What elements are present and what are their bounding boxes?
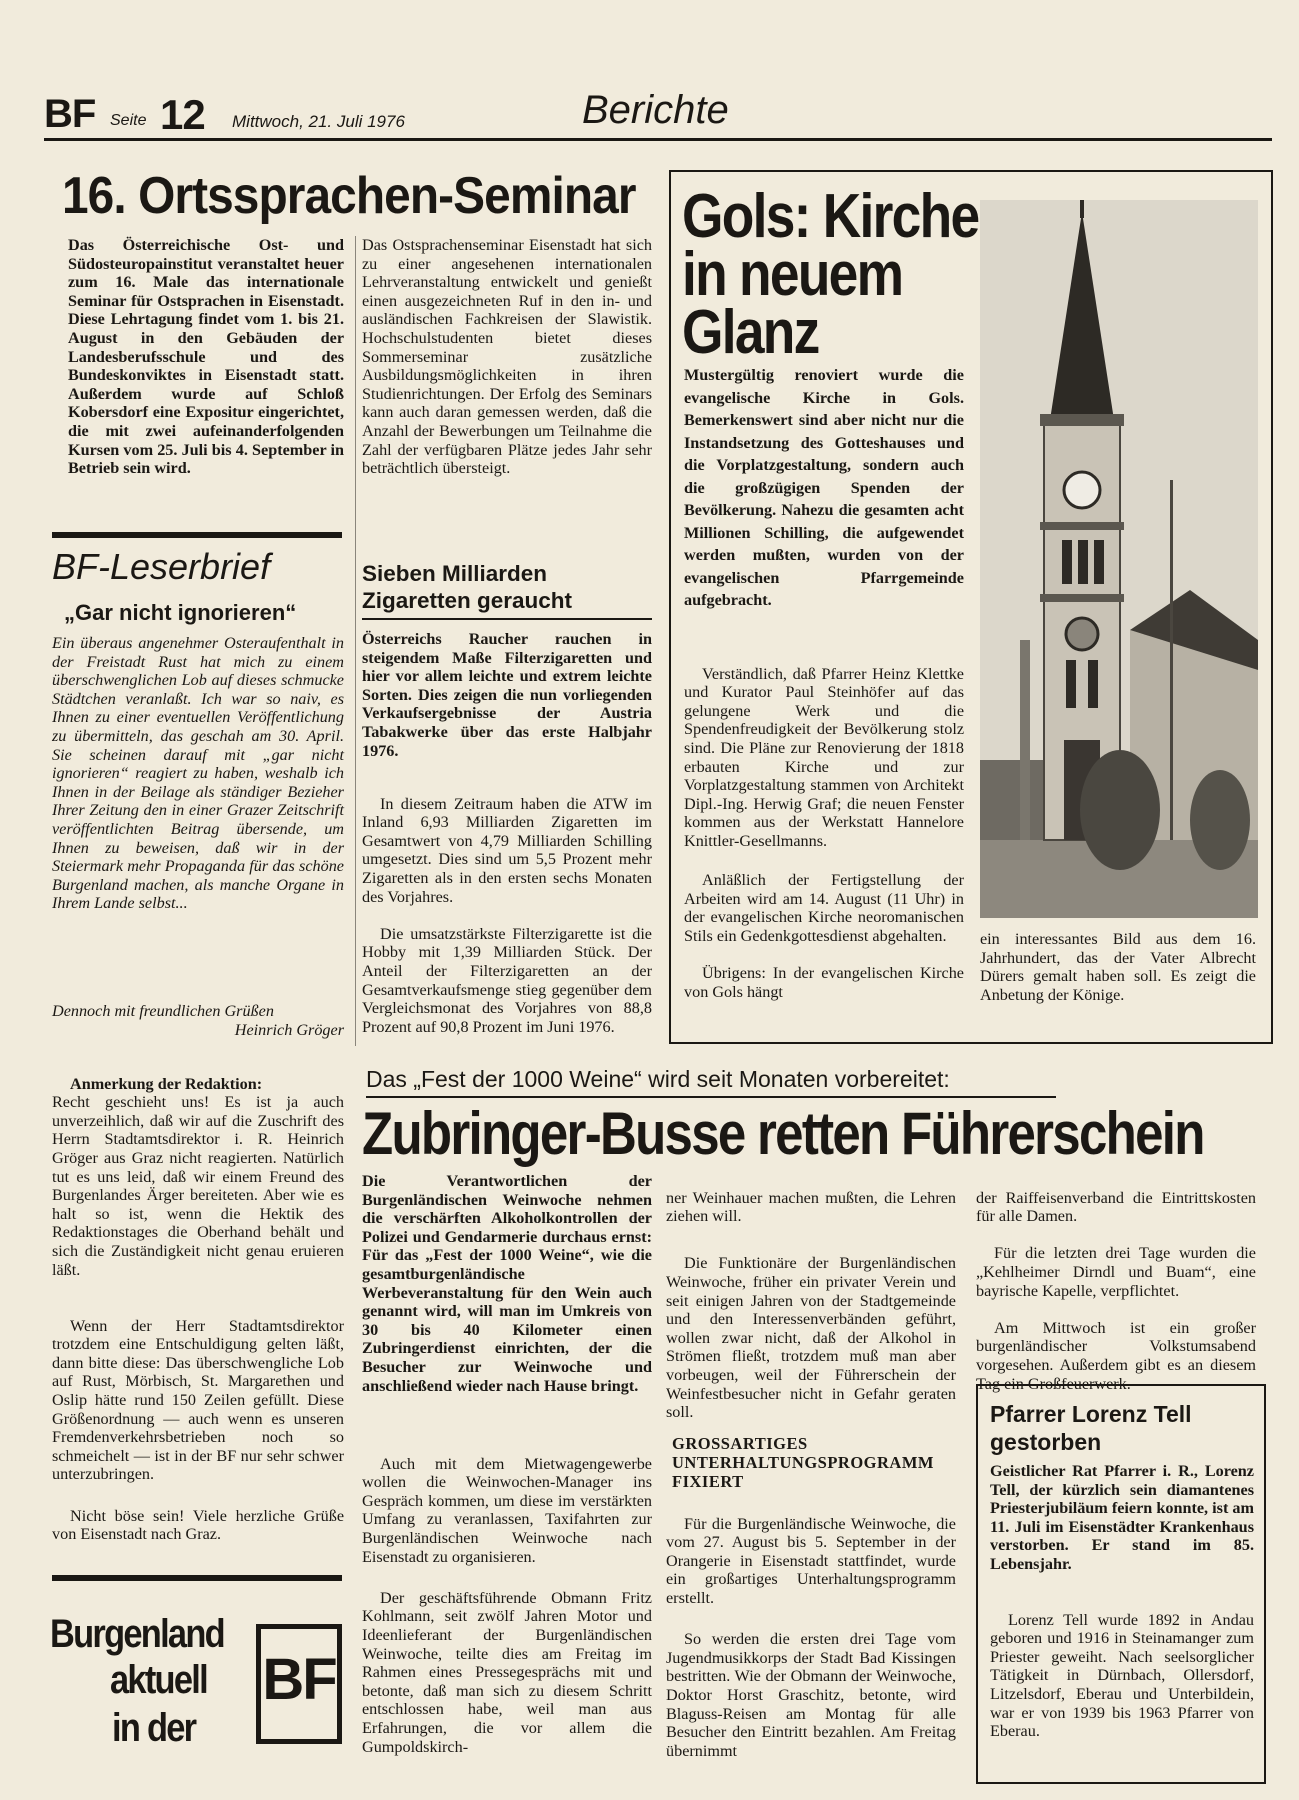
promo-logo: BF: [262, 1647, 336, 1712]
gols-body: [684, 646, 964, 1020]
gols-headline-l1: Gols: Kirche: [682, 182, 979, 251]
masthead-logo: BF: [44, 92, 96, 136]
church-illustration: [980, 200, 1258, 918]
tell-lead: Geistlicher Rat Pfarrer i. R., Lorenz Tell, der kürzlich sein diamantenes Priesterjubiläum feiern konnte, ist am 11. Juli im Eisenstädter Krankenhaus verstorben. Er stand im 85. Lebensjahr.: [990, 1462, 1254, 1573]
leserbrief-closing: Dennoch mit freundlichen Grüßen: [52, 1002, 274, 1020]
tell-headline: Pfarrer Lorenz Tell gestorben: [990, 1401, 1192, 1455]
editor-note-p1: Recht geschieht uns! Es ist ja auch unverzeihlich, daß wir auf die Zuschrift des Herrn Stadtamtsdirektor i. R. Heinrich Gröger aus Graz nicht reagierten. Natürlich tut es uns leid, daß wir einem Freund des Burgenlandes Ärger bereiteten. Aber wie es halt so ist, wenn die Hektik des Redaktionstages die Oberhand behält und sich die Zuständigkeit nicht genau eruieren läßt.: [52, 1093, 344, 1279]
weine-headline: Zubringer-Busse retten Führerschein: [362, 1100, 1204, 1167]
weine-lead: Die Verantwortlichen der Burgenländischen Weinwoche nehmen die verschärften Alkoholkontrollen der Polizei und Gendarmerie durchaus ernst: Für das „Fest der 1000 Weine“, wie die gesamtburgenländische Werbeveranstaltung für den Wein auch genannt wird, will man im Umkreis von 30 bis 40 Kilometer einen Zubringerdienst einrichten, der die Besucher zur Weinwoche und anschließend wieder nach Hause bringt.: [362, 1172, 652, 1395]
tell-body: [990, 1592, 1254, 1759]
weine-c2-p2: Die Funktionäre der Burgenländischen Weinwoche, früher ein privater Verein und seit einigen Jahren von der Stadtgemeinde und den Interessenverbänden geführt, wollen zwar nicht, daß der Alkohol in Strömen fließt, trotzdem muß man aber vorbeugen, weil der Führerschein der Weinfestbesucher nicht in Gefahr geraten soll.: [666, 1254, 956, 1422]
promo-rule-top: [52, 1575, 342, 1581]
promo-line1: Burgenland: [50, 1612, 224, 1656]
editor-note-cont: [52, 1298, 344, 1562]
editor-note-p3: Nicht böse sein! Viele herzliche Grüße von Eisenstadt nach Graz.: [52, 1506, 344, 1544]
weine-c2-p3: Für die Burgenländische Weinwoche, die vom 27. August bis 5. September in der Orangerie in Eisenstadt stattfindet, wurde ein großartiges Unterhaltungsprogramm erstellt.: [666, 1514, 956, 1607]
zigaretten-lead: Österreichs Raucher rauchen in steigendem Maße Filterzigaretten und hier vor allem leichte und extrem leichte Sorten. Dies zeigen die nun vorliegenden Verkaufsergebnisse der Austria Tabakwerke über das erste Halbjahr 1976.: [362, 630, 652, 760]
seminar-lead: Das Österreichische Ost- und Südosteuropainstitut veranstaltet heuer zum 16. Male das internationale Seminar für Ostsprachen in Eisenstadt. Diese Lehrtagung findet vom 1. bis 21. August in den Gebäuden der Landesberufsschule und des Bundeskonviktes in Eisenstadt statt. Außerdem wurde auf Schloß Kobersdorf eine Expositur eingerichtet, die mit zwei aufeinanderfolgenden Kursen vom 25. Juli bis 4. September in Betrieb sein wird.: [68, 236, 344, 478]
leserbrief-title: „Gar nicht ignorieren“: [64, 600, 297, 625]
leserbrief-kicker: BF-Leserbrief: [52, 546, 271, 587]
gols-headline-l3: Glanz: [682, 298, 819, 367]
zigaretten-headline: Sieben Milliarden Zigaretten geraucht: [362, 561, 573, 613]
weine-kicker: Das „Fest der 1000 Weine“ wird seit Monaten vorbereitet:: [366, 1066, 950, 1092]
gols-headline-l2: in neuem: [682, 240, 903, 309]
header-rule: [44, 138, 1272, 141]
gols-caption: ein interessantes Bild aus dem 16. Jahrhundert, das der Vater Albrecht Dürers gemalt haben soll. Es zeigt die Anbetung der Könige.: [980, 930, 1256, 1004]
weine-c3-p1: der Raiffeisenverband die Eintrittskosten für alle Damen.: [976, 1188, 1256, 1226]
weine-c2-p4: So werden die ersten drei Tage vom Jugendmusikkorps der Stadt Bad Kissingen bestritten. Wie der Obmann der Weinwoche, Doktor Horst Graschitz, betonte, wird Blaguss-Reisen am Montag für alle Besucher den Eintritt bezahlen. Am Freitag übernimmt: [666, 1630, 956, 1760]
gols-p2: Anläßlich der Fertigstellung der Arbeiten wird am 14. August (11 Uhr) in der evangelischen Kirche neoromanischen Stils ein Gedenkgottesdienst abgehalten.: [684, 871, 964, 945]
section-title: Berichte: [582, 88, 729, 132]
page-number: 12: [160, 91, 205, 138]
weine-subhead: GROSSARTIGES UNTERHALTUNGSPROGRAMM FIXIERT: [672, 1434, 934, 1491]
weine-p2: Der geschäftsführende Obmann Fritz Kohlmann, seit zwölf Jahren Motor und Ideenlieferant der Burgenländischen Weinwoche, teilte dies am Freitag im Rahmen eines Pressegesprächs mit und betonte, daß man sich zu diesem Schritt entschlossen habe, weil man aus Erfahrungen, die vor allem die Gumpoldskirch-: [362, 1588, 652, 1756]
weine-col2b: [666, 1496, 956, 1779]
weine-col2: [666, 1170, 956, 1440]
weine-c3-p2: Für die letzten drei Tage wurden die „Kehlheimer Dirndl und Buam“, eine bayrische Kapelle, verpflichtet.: [976, 1244, 1256, 1300]
editor-note-label: Anmerkung der Redaktion:: [70, 1074, 263, 1093]
seminar-body: Das Ostsprachenseminar Eisenstadt hat sich zu einer angesehenen internationalen Lehrveranstaltung entwickelt und genießt einen ausgezeichneten Ruf in den in- und ausländischen Fachkreisen der Slawistik. Hochschulstudenten bietet dieses Sommerseminar zusätzliche Ausbildungsmöglichkeiten in ihren Studienrichtungen. Der Erfolg des Seminars kann auch daran gemessen werden, daß die Anzahl der Bewerbungen um Teilnahme die Zahl der verfügbaren Plätze jedes Jahr sehr beträchtlich übersteigt.: [362, 236, 652, 478]
leserbrief-body: Ein überaus angenehmer Osteraufenthalt in der Freistadt Rust hat mich zu einem überschwenglichen Lob auf dieses schmucke Städtchen veranlaßt. Ich war so naiv, es Ihnen zu einer eventuellen Veröffentlichung zu übermitteln, das geschah am 30. April. Sie scheinen darauf mit „gar nicht ignorieren“ reagiert zu haben, weshalb ich Ihnen in der Beilage als ständiger Bezieher Ihrer Zeitung den in einer Grazer Zeitschrift veröffentlichten Beitrag übersende, um Ihnen zu beweisen, daß wir in der Steiermark mehr Propaganda für das schöne Burgenland machen, als manche Organe in Ihrem Lande selbst...: [52, 634, 344, 913]
leserbrief-rule-top: [52, 532, 342, 538]
weine-col1: [362, 1436, 652, 1775]
gols-lead: Mustergültig renoviert wurde die evangelische Kirche in Gols. Bemerkenswert sind aber nicht nur die Instandsetzung des Gotteshauses und die Vorplatzgestaltung, sondern auch die großzügigen Spenden der Bevölkerung. Nahezu die gesamten acht Millionen Schilling, die aufgewendet werden mußten, wurden von der evangelischen Pfarrgemeinde aufgebracht.: [684, 366, 964, 609]
seminar-headline: 16. Ortssprachen-Seminar: [62, 167, 636, 225]
gols-headline: [682, 182, 979, 367]
gols-p1: Verständlich, daß Pfarrer Heinz Klettke und Kurator Paul Steinhöfer auf das gelungene Werk und die Spendenfreudigkeit der Bevölkerung stolz sind. Die Pläne zur Renovierung der 1818 erbauten Kirche und zur Vorplatzgestaltung stammen von Architekt Dipl.-Ing. Herwig Graf; die neuen Fenster kommen aus der Werkstatt Hannelore Knittler-Gesellmanns.: [684, 664, 964, 850]
promo-line2: aktuell: [110, 1658, 207, 1702]
church-photo: [980, 200, 1258, 918]
weine-col3: [976, 1170, 1256, 1412]
zigaretten-rule: [362, 618, 652, 620]
page-label: Seite: [110, 112, 147, 129]
tell-p1: Lorenz Tell wurde 1892 in Andau geboren und 1916 in Steinamanger zum Priester geweiht. Nach seelsorglicher Tätigkeit in Dürnbach, Ollersdorf, Litzelsdorf, Eberau und Unterbildein, war er von 1939 bis 1963 Pfarrer von Eberau.: [990, 1610, 1254, 1741]
weine-c3-p3: Am Mittwoch ist ein großer burgenländischer Volkstumsabend vorgesehen. Außerdem gibt es an diesem Tag ein Großfeuerwerk.: [976, 1318, 1256, 1393]
weine-p1: Auch mit dem Mietwagengewerbe wollen die Weinwochen-Manager ins Gespräch kommen, um diese im verstärkten Umfang zu veranlassen, Taxifahrten zur Burgenländischen Weinwoche nach Eisenstadt zu organisieren.: [362, 1454, 652, 1566]
issue-date: Mittwoch, 21. Juli 1976: [232, 112, 405, 131]
zigaretten-p1: In diesem Zeitraum haben die ATW im Inland 6,93 Milliarden Zigaretten im Gesamtwert von 4,79 Milliarden Schilling umgesetzt. Dies sind um 5,5 Prozent mehr Zigaretten als in den ersten sechs Monaten des Vorjahres.: [362, 794, 652, 906]
weine-kicker-rule: [366, 1096, 1056, 1098]
weine-c2-p1: ner Weinhauer machen mußten, die Lehren ziehen will.: [666, 1188, 956, 1226]
leserbrief-signature: Heinrich Gröger: [234, 1021, 344, 1039]
gols-p3: Übrigens: In der evangelischen Kirche von Gols hängt: [684, 964, 964, 1001]
editor-note: [52, 1056, 344, 1279]
promo-logo-box: [256, 1624, 342, 1744]
promo-line3: in der: [112, 1706, 196, 1750]
zigaretten-p2: Die umsatzstärkste Filterzigarette ist die Hobby mit 1,39 Milliarden Stück. Der Anteil der Filterzigaretten an der Gesamtverkaufsmenge stieg gegenüber dem Vergleichsmonat des Vorjahres von 88,8 Prozent auf 90,8 Prozent im Juni 1976.: [362, 924, 652, 1036]
editor-note-p2: Wenn der Herr Stadtamtsdirektor trotzdem eine Entschuldigung gelten läßt, dann bitte diese: Das überschwengliche Lob auf Rust, Mörbisch, St. Margarethen und Oslip hätte rund 150 Zeilen gefüllt. Diese Größenordnung — auch wenn es unseren Fremdenverkehrsbetrieben noch so schmeichelt — ist in der BF nur sehr schwer unterzubringen.: [52, 1316, 344, 1484]
zigaretten-body: [362, 776, 652, 1055]
column-divider: [355, 236, 356, 1046]
